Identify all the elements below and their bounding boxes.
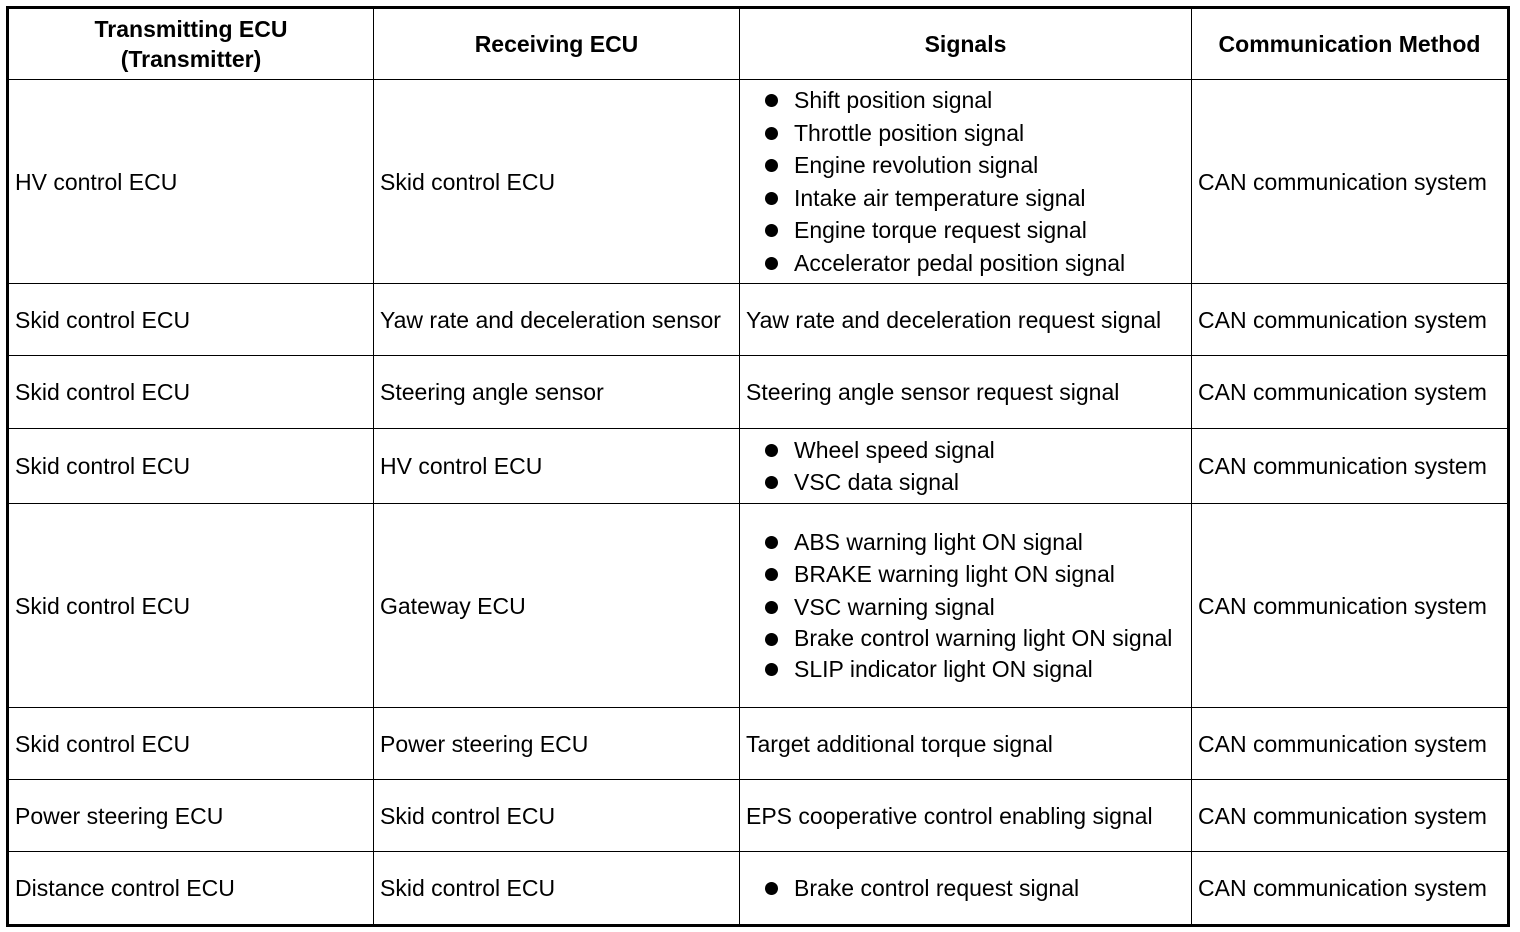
header-signals: Signals <box>740 8 1192 80</box>
receiver-cell: Steering angle sensor <box>374 356 740 429</box>
table-row <box>8 780 1509 852</box>
table-row <box>8 852 1509 926</box>
signal-item: Engine revolution signal <box>794 149 1185 182</box>
signal-item: Intake air temperature signal <box>794 182 1185 215</box>
table-row <box>8 708 1509 780</box>
method-cell: CAN communication system <box>1192 708 1509 780</box>
receiver-cell: Gateway ECU <box>374 504 740 708</box>
transmitter-cell: Skid control ECU <box>8 504 374 708</box>
signal-list <box>746 434 1185 499</box>
signal-item: BRAKE warning light ON signal <box>794 558 1185 591</box>
signals-cell: Steering angle sensor request signal <box>740 356 1192 429</box>
signal-list <box>746 84 1185 279</box>
header-transmitting-ecu: Transmitting ECU (Transmitter) <box>8 8 374 80</box>
receiver-cell: Yaw rate and deceleration sensor <box>374 284 740 356</box>
ecu-communication-table-container <box>6 6 1510 927</box>
transmitter-cell: Distance control ECU <box>8 852 374 926</box>
signals-cell <box>740 852 1192 926</box>
method-cell: CAN communication system <box>1192 356 1509 429</box>
signal-item: Accelerator pedal position signal <box>794 247 1185 280</box>
header-communication-method: Communication Method <box>1192 8 1509 80</box>
signal-item: Shift position signal <box>794 84 1185 117</box>
signal-item: Brake control request signal <box>794 872 1185 905</box>
signal-item: ABS warning light ON signal <box>794 526 1185 559</box>
receiver-cell: Skid control ECU <box>374 80 740 284</box>
signal-item: SLIP indicator light ON signal <box>794 653 1185 686</box>
transmitter-cell: Skid control ECU <box>8 356 374 429</box>
receiver-cell: Skid control ECU <box>374 852 740 926</box>
signal-item: Engine torque request signal <box>794 214 1185 247</box>
receiver-cell: HV control ECU <box>374 429 740 504</box>
signals-cell: Target additional torque signal <box>740 708 1192 780</box>
method-cell: CAN communication system <box>1192 284 1509 356</box>
method-cell: CAN communication system <box>1192 780 1509 852</box>
method-cell: CAN communication system <box>1192 504 1509 708</box>
signals-cell: Yaw rate and deceleration request signal <box>740 284 1192 356</box>
receiver-cell: Skid control ECU <box>374 780 740 852</box>
signals-cell <box>740 429 1192 504</box>
table-row <box>8 80 1509 284</box>
signals-cell <box>740 504 1192 708</box>
transmitter-cell: Skid control ECU <box>8 708 374 780</box>
signal-item: Throttle position signal <box>794 117 1185 150</box>
table-row <box>8 429 1509 504</box>
signals-cell <box>740 80 1192 284</box>
signal-item: Brake control warning light ON signal <box>794 623 1185 653</box>
table-row <box>8 284 1509 356</box>
transmitter-cell: HV control ECU <box>8 80 374 284</box>
table-row <box>8 356 1509 429</box>
signals-cell: EPS cooperative control enabling signal <box>740 780 1192 852</box>
method-cell: CAN communication system <box>1192 80 1509 284</box>
signal-list <box>746 526 1185 686</box>
header-receiving-ecu: Receiving ECU <box>374 8 740 80</box>
signal-item: Wheel speed signal <box>794 434 1185 467</box>
method-cell: CAN communication system <box>1192 852 1509 926</box>
transmitter-cell: Skid control ECU <box>8 284 374 356</box>
ecu-communication-table <box>6 6 1510 927</box>
transmitter-cell: Skid control ECU <box>8 429 374 504</box>
header-row <box>8 8 1509 80</box>
table-row <box>8 504 1509 708</box>
receiver-cell: Power steering ECU <box>374 708 740 780</box>
method-cell: CAN communication system <box>1192 429 1509 504</box>
signal-item: VSC warning signal <box>794 591 1185 624</box>
signal-item: VSC data signal <box>794 466 1185 499</box>
signal-list <box>746 872 1185 905</box>
transmitter-cell: Power steering ECU <box>8 780 374 852</box>
